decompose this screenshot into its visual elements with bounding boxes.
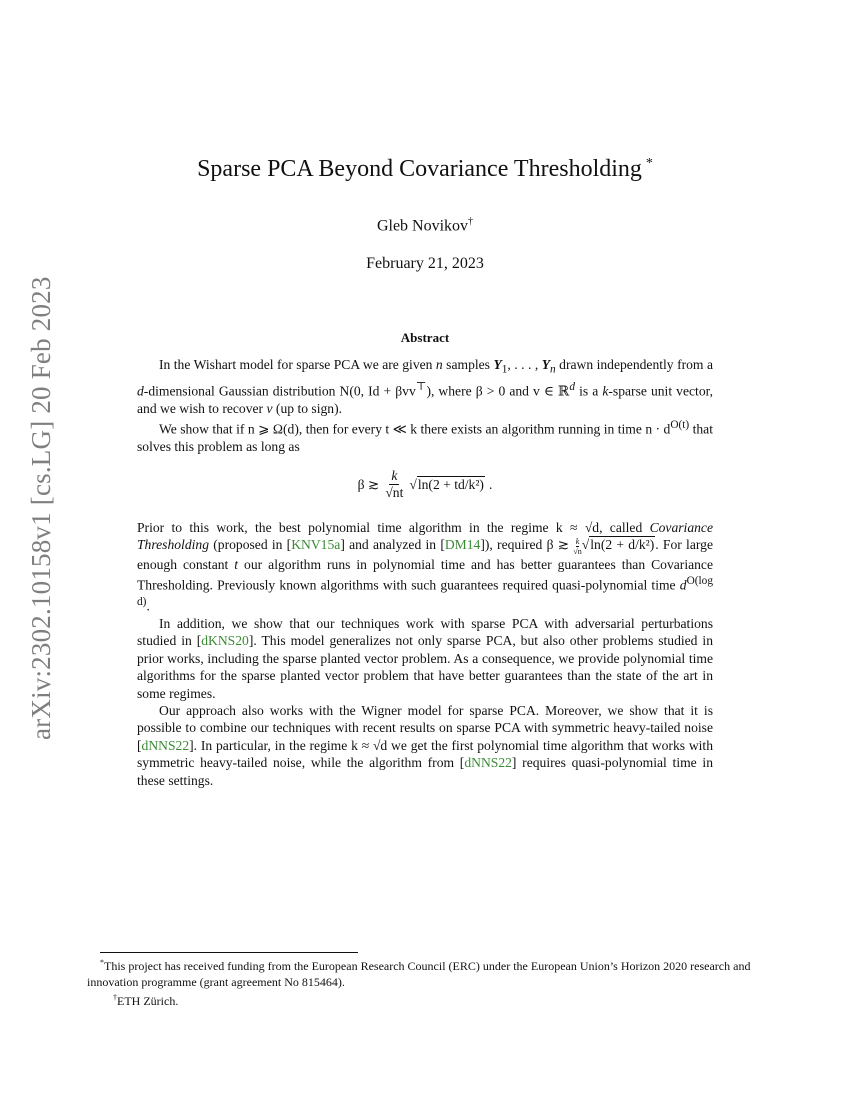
math: d xyxy=(569,381,576,394)
math: v xyxy=(266,401,273,417)
text: and xyxy=(505,383,534,399)
author-footnote-mark: † xyxy=(468,216,474,227)
text: our algorithm runs in polynomial time and has better guarantees than Covariance Thresholding. Previously known algorithms with such guarantees required quasi-polynomial time xyxy=(137,556,714,593)
math: d xyxy=(137,383,144,399)
equation-fraction xyxy=(383,468,405,501)
math: O(t) xyxy=(670,419,690,432)
math: Y xyxy=(541,357,551,372)
footnote-mark: † xyxy=(113,993,117,1002)
text: . xyxy=(146,598,150,614)
fraction-denominator: √n xyxy=(573,546,582,556)
text: is a xyxy=(575,383,603,399)
title-text: Sparse PCA Beyond Covariance Thresholding xyxy=(197,156,642,182)
abstract-paragraph-4 xyxy=(137,615,713,702)
citation-link[interactable]: KNV15a xyxy=(291,537,341,553)
math: β ≳ xyxy=(546,537,570,553)
emphasis: Covariance Thresholding xyxy=(137,519,713,553)
text: We show that if xyxy=(159,422,248,437)
fraction-numerator: k xyxy=(391,467,398,483)
abstract-paragraph-3 xyxy=(137,519,713,615)
paper-title xyxy=(0,156,850,183)
text: -sparse unit vector, and we wish to recover xyxy=(137,383,713,417)
math: n xyxy=(550,363,556,376)
equation-lhs: β ≳ xyxy=(357,476,380,492)
abstract-heading: Abstract xyxy=(400,330,450,345)
citation-link[interactable]: dKNS20 xyxy=(201,633,249,649)
math: 1 xyxy=(501,363,508,376)
citation-link[interactable]: dNNS22 xyxy=(464,755,512,771)
text: that solves this problem as long as xyxy=(137,422,713,455)
footnote-text: This project has received funding from the European Research Council (ERC) under the European Union’s Horizon 2020 research and innovation programme (grant agreement No 815464). xyxy=(87,959,751,989)
sqrt-body: ln(2 + td/k²) xyxy=(417,476,484,492)
text: ] and analyzed in [ xyxy=(340,537,445,553)
abstract-paragraph-1 xyxy=(137,356,713,417)
footnote-rule xyxy=(100,952,358,953)
math: t xyxy=(234,556,239,572)
math: k ≈ √d xyxy=(555,519,600,535)
math: n · d xyxy=(645,422,671,437)
text: ]. In particular, in the regime xyxy=(189,737,352,753)
text: ), where xyxy=(426,383,476,399)
sqrt-sign: √ xyxy=(581,537,590,553)
text: Prior to this work, the best polynomial time algorithm in the regime xyxy=(137,519,556,535)
text: . For large enough constant xyxy=(137,537,713,572)
text: drawn independently from a xyxy=(555,357,713,372)
abstract-paragraph-5 xyxy=(137,702,713,789)
author-name: Gleb Novikov xyxy=(376,217,469,235)
paper-date: February 21, 2023 xyxy=(366,255,484,272)
text: (proposed in [ xyxy=(209,537,292,553)
footnote-affiliation xyxy=(87,990,757,1009)
abstract-body xyxy=(137,356,713,789)
equation-sqrt xyxy=(409,476,485,493)
math: n ⩾ Ω(d) xyxy=(247,422,299,437)
text: we get the first polynomial time algorithm that works with symmetric heavy-tailed noise, while the algorithm from [ xyxy=(137,737,714,771)
text: , then for every xyxy=(298,422,386,437)
math: β > 0 xyxy=(475,383,506,399)
inline-fraction xyxy=(573,537,581,556)
math: k ≈ √d xyxy=(351,737,388,753)
sqrt-sign: √ xyxy=(409,476,417,492)
math: ⊤ xyxy=(415,381,427,394)
text: ]. This model generalizes not only sparse PCA, but also other problems studied in prior works, including the sparse planted vector problem. As a consequence, we provide polynomial time algorithms for the sparse planted vector problem that have better guarantees than the state of the art in some regimes. xyxy=(137,633,713,701)
text: , . . . , xyxy=(507,357,542,372)
footnote-mark: * xyxy=(100,958,104,967)
title-footnote-mark: * xyxy=(645,156,653,171)
math: O(log d) xyxy=(137,575,713,608)
math: t ≪ k xyxy=(385,422,418,437)
math: N(0, Id + βvv xyxy=(339,383,416,399)
math: k xyxy=(602,383,609,399)
text: -dimensional Gaussian distribution xyxy=(143,383,340,399)
text: In the Wishart model for sparse PCA we are given xyxy=(159,357,436,372)
text: samples xyxy=(442,357,494,372)
citation-link[interactable]: dNNS22 xyxy=(141,737,190,753)
text: , called xyxy=(599,519,650,535)
math: d xyxy=(679,577,687,593)
citation-link[interactable]: DM14 xyxy=(444,537,481,553)
text: ] requires quasi-polynomial time in these settings. xyxy=(137,755,713,788)
arxiv-watermark: arXiv:2302.10158v1 [cs.LG] 20 Feb 2023 xyxy=(26,276,56,740)
math: n xyxy=(435,357,443,372)
text: Our approach also works with the Wigner model for sparse PCA. Moreover, we show that it is possible to combine our techniques with recent results on sparse PCA with symmetric heavy-tailed noise [ xyxy=(137,702,713,753)
sqrt-body: ln(2 + d/k²) xyxy=(590,537,655,553)
display-equation xyxy=(137,468,713,501)
text: there exists an algorithm running in time xyxy=(417,422,646,437)
equation-period: . xyxy=(488,476,493,492)
footnote-text: ETH Zürich. xyxy=(117,994,179,1008)
fraction-numerator: k xyxy=(575,536,580,546)
abstract-paragraph-2 xyxy=(137,417,713,455)
math: Y xyxy=(493,357,502,372)
footnote-funding xyxy=(87,955,757,990)
text: In addition, we show that our techniques work with sparse PCA with adversarial perturbations studied in [ xyxy=(137,615,713,649)
author xyxy=(0,216,850,235)
fraction-denominator: √nt xyxy=(385,484,404,500)
footnotes xyxy=(87,955,757,1009)
text: ]), required xyxy=(480,537,547,553)
text: (up to sign). xyxy=(272,401,343,417)
math: v ∈ ℝ xyxy=(533,383,570,399)
